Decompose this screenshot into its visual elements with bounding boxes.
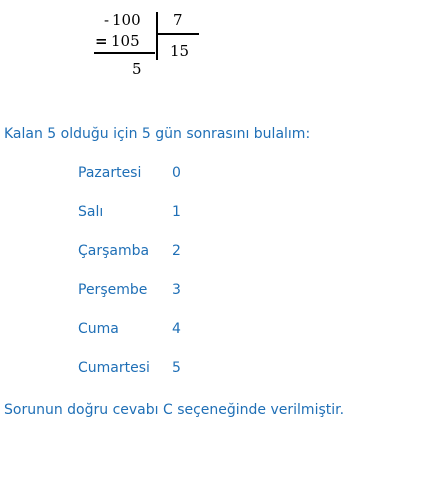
dividend: 100 xyxy=(112,11,141,29)
conclusion-text: Sorunun doğru cevabı C seçeneğinde verilmiştir. xyxy=(4,402,345,418)
quotient: 15 xyxy=(170,42,190,60)
day-name: Pazartesi xyxy=(78,165,142,181)
day-name: Cuma xyxy=(78,321,119,337)
day-name: Perşembe xyxy=(78,282,148,298)
day-value: 2 xyxy=(172,243,181,259)
minus-sign: - xyxy=(104,11,110,29)
divisor-underline xyxy=(157,33,199,35)
subtracted-value: 105 xyxy=(111,32,140,50)
day-name: Salı xyxy=(78,204,104,220)
day-value: 1 xyxy=(172,204,181,220)
long-division xyxy=(0,0,220,90)
divisor: 7 xyxy=(173,11,183,29)
day-value: 0 xyxy=(172,165,181,181)
intro-text: Kalan 5 olduğu için 5 gün sonrasını bulalım: xyxy=(4,126,311,142)
day-value: 3 xyxy=(172,282,181,298)
day-value: 4 xyxy=(172,321,181,337)
day-name: Çarşamba xyxy=(78,243,150,259)
day-value: 5 xyxy=(172,360,181,376)
subtraction-line xyxy=(94,52,155,54)
subtract-sign: = xyxy=(95,32,108,50)
remainder: 5 xyxy=(132,60,142,78)
division-vertical-bar xyxy=(156,12,158,60)
day-name: Cumartesi xyxy=(78,360,150,376)
